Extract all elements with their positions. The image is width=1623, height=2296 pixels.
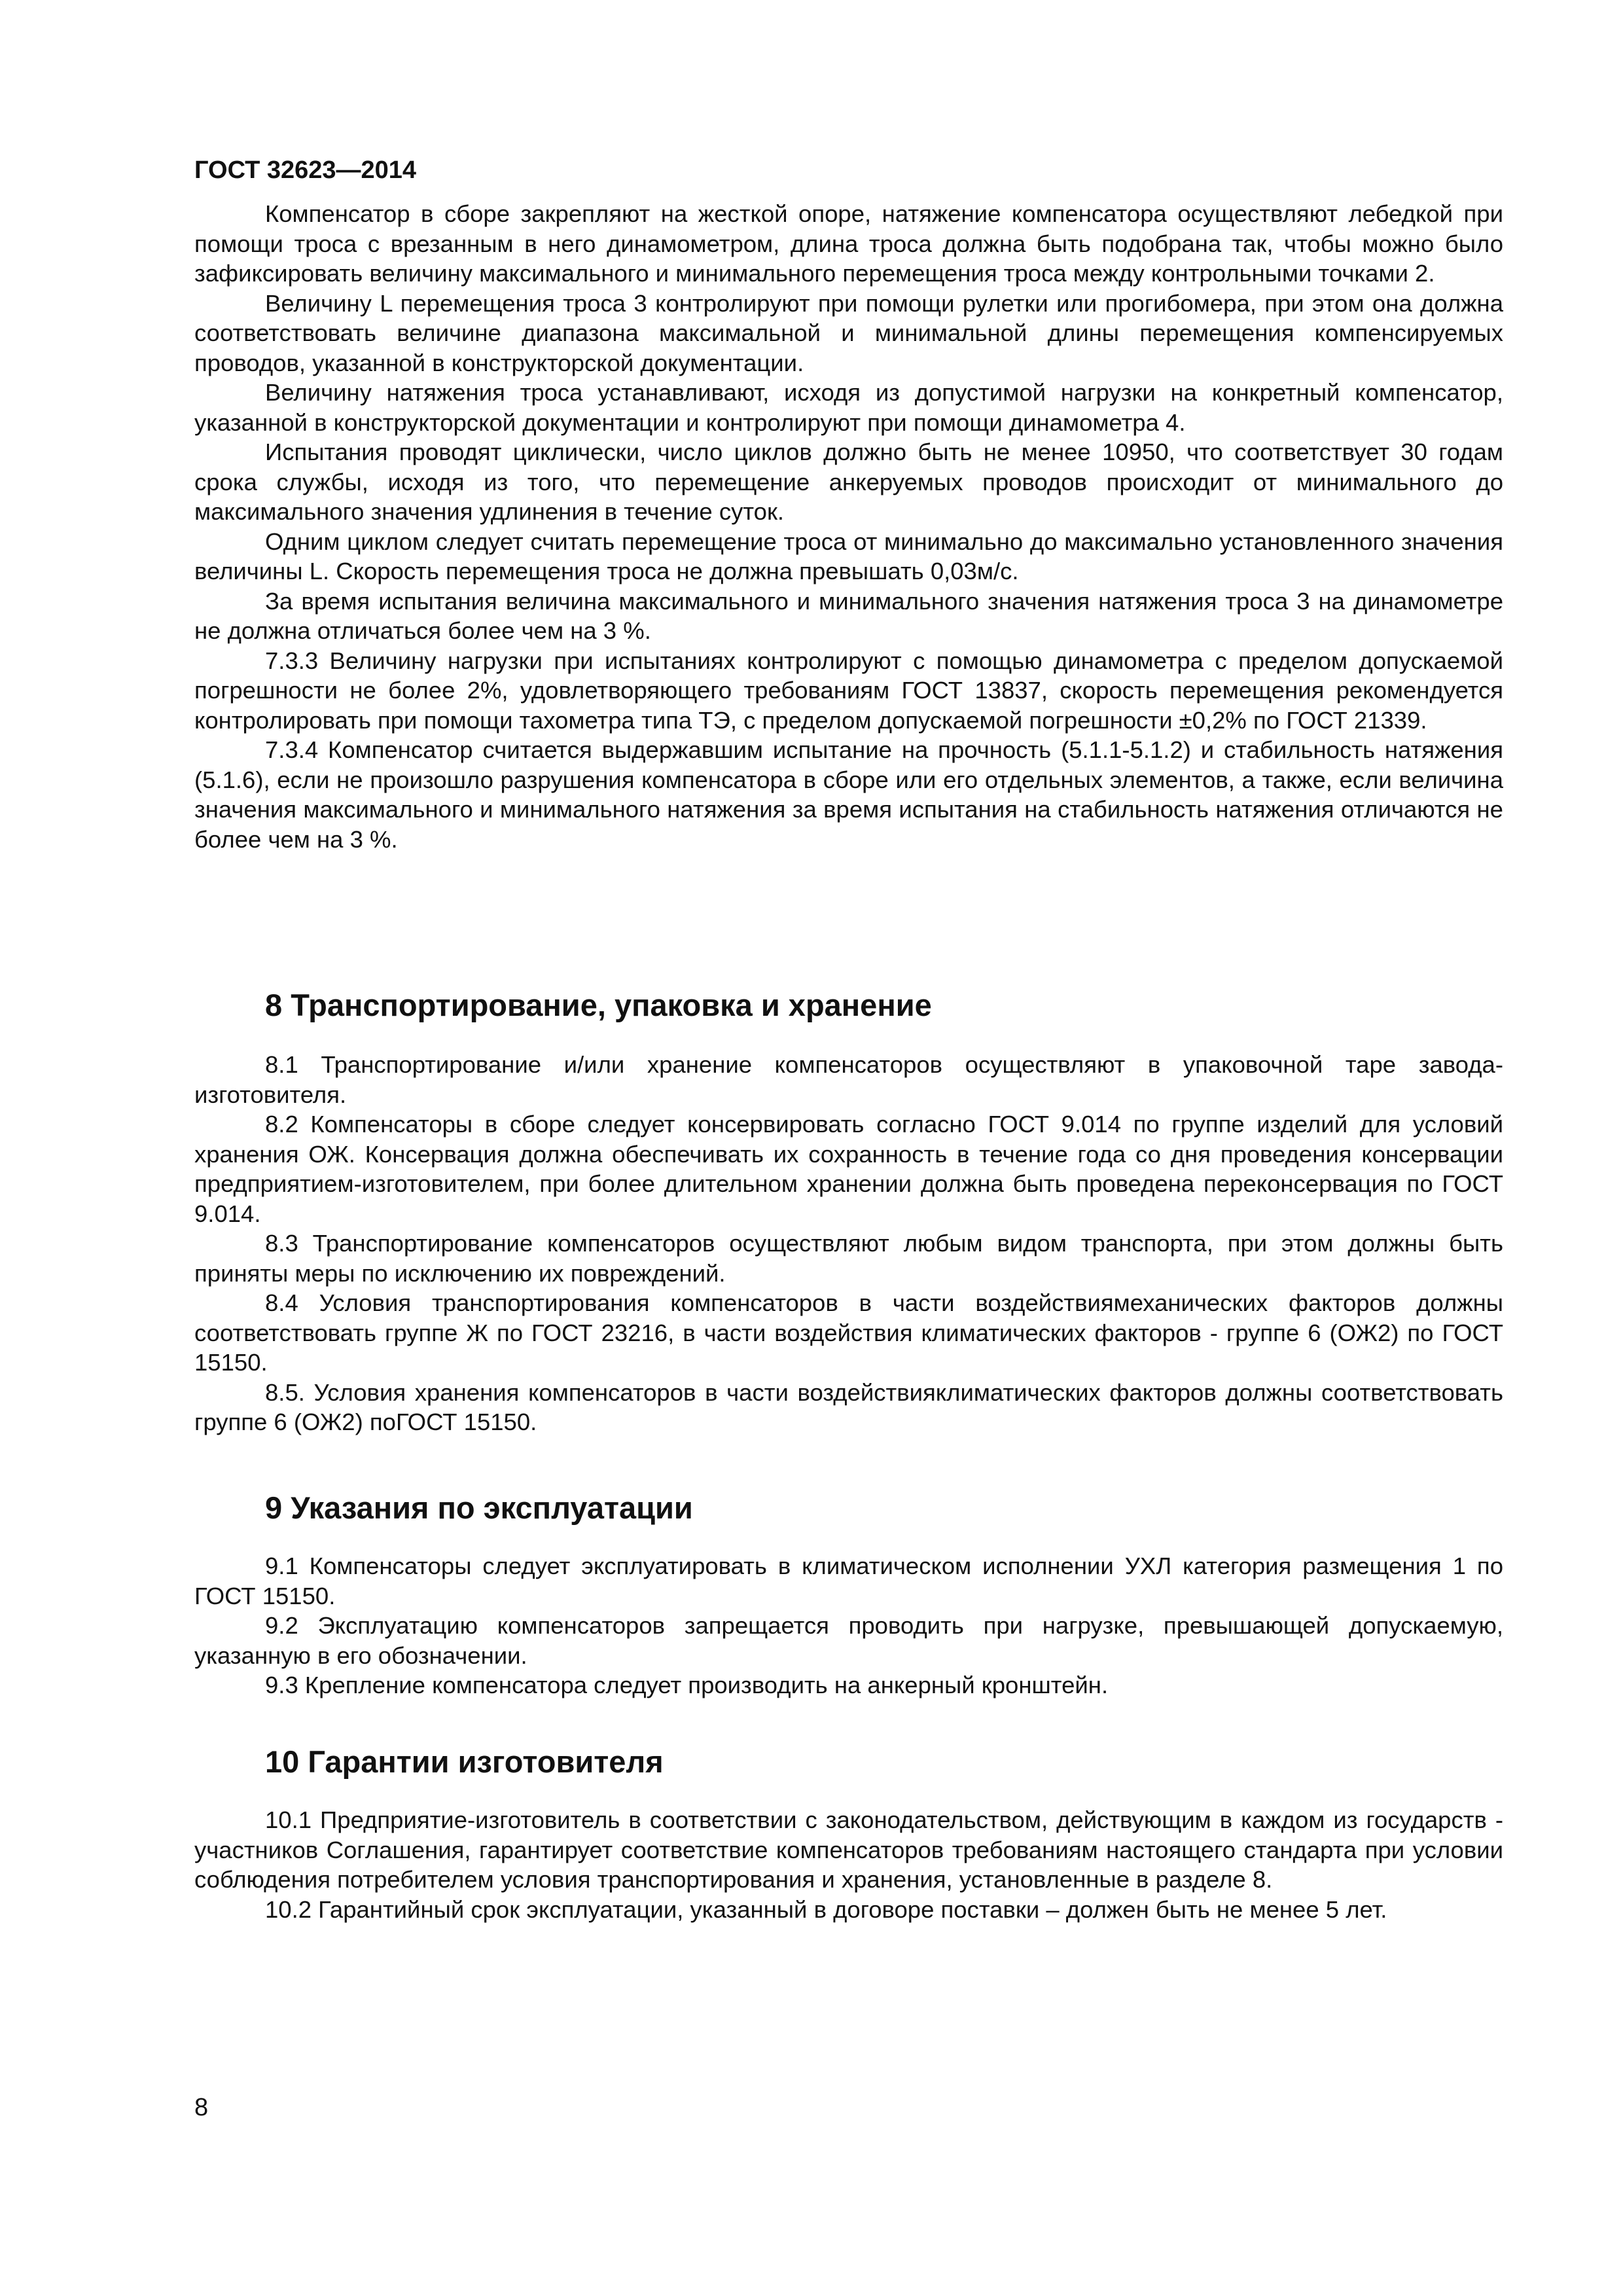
paragraph: 8.1 Транспортирование и/или хранение компенсаторов осуществляют в упаковочной таре завода-изготовителя. (194, 1051, 1503, 1108)
paragraph: 10.2 Гарантийный срок эксплуатации, указанный в договоре поставки – должен быть не менее 5 лет. (265, 1895, 1387, 1923)
paragraph: 10.1 Предприятие-изготовитель в соответствии с законодательством, действующим в каждом из государств - участников Соглашения, гарантирует соответствие компенсаторов требованиям настоящего стандарта при условии соблюдения потребителем условия транспортирования и хранения, установленные в разделе 8. (194, 1806, 1503, 1893)
section-8-title: 8 Транспортирование, упаковка и хранение (265, 988, 932, 1022)
paragraph: 8.2 Компенсаторы в сборе следует консервировать согласно ГОСТ 9.014 по группе изделий для условий хранения ОЖ. Консервация должна обеспечивать их сохранность в течение года со дня проведения консервации предприятием-изготовителем, при более длительном хранении должна быть проведена переконсервация по ГОСТ 9.014. (194, 1111, 1503, 1227)
section-10-body (194, 1805, 1503, 1924)
section-8-body (194, 1050, 1503, 1437)
paragraph: 8.4 Условия транспортирования компенсаторов в части воздействиямеханических факторов должны соответствовать группе Ж по ГОСТ 23216, в части воздействия климатических факторов - группе 6 (ОЖ2) по ГОСТ 15150. (194, 1289, 1503, 1376)
paragraph: Одним циклом следует считать перемещение троса от минимально до максимально установленного значения величины L. Скорость перемещения троса не должна превышать 0,03м/с. (194, 528, 1503, 584)
page-number: 8 (194, 2094, 209, 2121)
paragraph: 8.5. Условия хранения компенсаторов в части воздействияклиматических факторов должны соответствовать группе 6 (ОЖ2) поГОСТ 15150. (194, 1378, 1503, 1435)
paragraph: 7.3.3 Величину нагрузки при испытаниях контролируют с помощью динамометра с пределом допускаемой погрешности не более 2%, удовлетворяющего требованиям ГОСТ 13837, скорость перемещения рекомендуется контролировать при помощи тахометра типа ТЭ, с пределом допускаемой погрешности ±0,2% по ГОСТ 21339. (194, 647, 1503, 734)
document-code-header: ГОСТ 32623—2014 (194, 156, 417, 184)
paragraph: 8.3 Транспортирование компенсаторов осуществляют любым видом транспорта, при этом должны быть приняты меры по исключению их повреждений. (194, 1230, 1503, 1287)
paragraph: Компенсатор в сборе закрепляют на жесткой опоре, натяжение компенсатора осуществляют лебедкой при помощи троса с врезанным в него динамометром, длина троса должна быть подобрана так, чтобы можно было зафиксировать величину максимального и минимального перемещения троса между контрольными точками 2. (194, 200, 1503, 287)
paragraph: 9.3 Крепление компенсатора следует производить на анкерный кронштейн. (265, 1672, 1109, 1698)
paragraph: Величину L перемещения троса 3 контролируют при помощи рулетки или прогибомера, при этом она должна соответствовать величине диапазона максимальной и минимальной длины перемещения компенсируемых проводов, указанной в конструкторской документации. (194, 289, 1503, 376)
section-9-body (194, 1551, 1503, 1700)
section-9-title: 9 Указания по эксплуатации (265, 1490, 693, 1525)
paragraph: За время испытания величина максимального и минимального значения натяжения троса 3 на динамометре не должна отличаться более чем на 3 %. (194, 587, 1503, 644)
paragraph: 9.2 Эксплуатацию компенсаторов запрещается проводить при нагрузке, превышающей допускаемую, указанную в его обозначении. (194, 1612, 1503, 1669)
paragraph: Величину натяжения троса устанавливают, исходя из допустимой нагрузки на конкретный компенсатор, указанной в конструкторской документации и контролируют при помощи динамометра 4. (194, 379, 1503, 436)
section-10-title: 10 Гарантии изготовителя (265, 1744, 664, 1779)
section-7-continuation (194, 199, 1503, 854)
paragraph: 7.3.4 Компенсатор считается выдержавшим испытание на прочность (5.1.1-5.1.2) и стабильность натяжения (5.1.6), если не произошло разрушения компенсатора в сборе или его отдельных элементов, а также, если величина значения максимального и минимального натяжения за время испытания на стабильность натяжения отличаются не более чем на 3 %. (194, 736, 1503, 853)
paragraph: Испытания проводят циклически, число циклов должно быть не менее 10950, что соответствует 30 годам срока службы, исходя из того, что перемещение анкеруемых проводов происходит от минимального до максимального значения удлинения в течение суток. (194, 439, 1503, 525)
paragraph: 9.1 Компенсаторы следует эксплуатировать в климатическом исполнении УХЛ категория размещения 1 по ГОСТ 15150. (194, 1552, 1503, 1609)
